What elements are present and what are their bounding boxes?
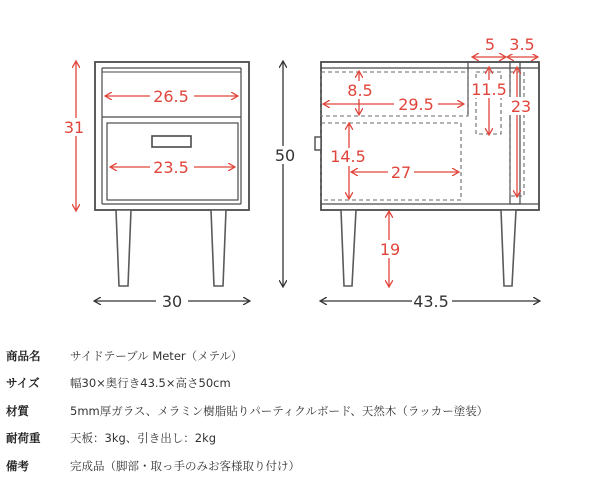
spec-row-load-capacity [6, 425, 596, 453]
dim-29-5-label: 29.5 [398, 95, 434, 114]
dim-31-label: 31 [63, 118, 85, 137]
spec-label: 耐荷重 [6, 431, 41, 446]
dim-23-label: 23 [510, 97, 532, 116]
dim-8-5-label: 8.5 [347, 81, 373, 100]
dim-14-5-label: 14.5 [330, 147, 366, 166]
spec-row-product-name [6, 342, 596, 370]
dim-27-label: 27 [390, 163, 412, 182]
spec-label: 備考 [6, 458, 29, 473]
spec-label: サイズ [6, 376, 40, 391]
dim-26-5-label: 26.5 [153, 87, 189, 106]
side-handle-stub [315, 137, 321, 150]
spec-value: 幅30×奥行き43.5×高さ50cm [70, 376, 231, 391]
dim-19-label: 19 [379, 240, 401, 259]
spec-value: 完成品（脚部・取っ手のみお客様取り付け） [70, 458, 300, 473]
front-view [62, 62, 249, 311]
dim-30-label: 30 [161, 292, 183, 311]
front-right-leg [211, 210, 226, 286]
total-height [272, 62, 296, 286]
spec-row-size [6, 370, 596, 398]
dim-23-5-label: 23.5 [153, 158, 189, 177]
spec-row-material [6, 397, 596, 425]
front-left-leg [116, 210, 131, 286]
spec-table [6, 342, 596, 480]
spec-row-notes [6, 452, 596, 480]
spec-label: 材質 [6, 403, 29, 418]
side-back-leg [501, 210, 516, 286]
dim-11-5-label: 11.5 [471, 80, 507, 99]
drawer-handle [152, 136, 191, 147]
dim-5-label: 5 [484, 35, 496, 54]
spec-value: サイドテーブル Meter（メテル） [70, 348, 243, 363]
side-back-panel [510, 62, 520, 204]
side-view [315, 35, 540, 311]
dim-50-label: 50 [274, 146, 296, 165]
spec-value: 5mm厚ガラス、メラミン樹脂貼りパーティクルボード、天然木（ラッカー塗装） [70, 403, 489, 418]
spec-value: 天板：3kg、引き出し：2kg [70, 431, 217, 446]
dim-43-5-label: 43.5 [413, 292, 449, 311]
dim-3-5-label: 3.5 [509, 35, 535, 54]
spec-label: 商品名 [6, 348, 41, 363]
side-front-leg [341, 210, 356, 286]
